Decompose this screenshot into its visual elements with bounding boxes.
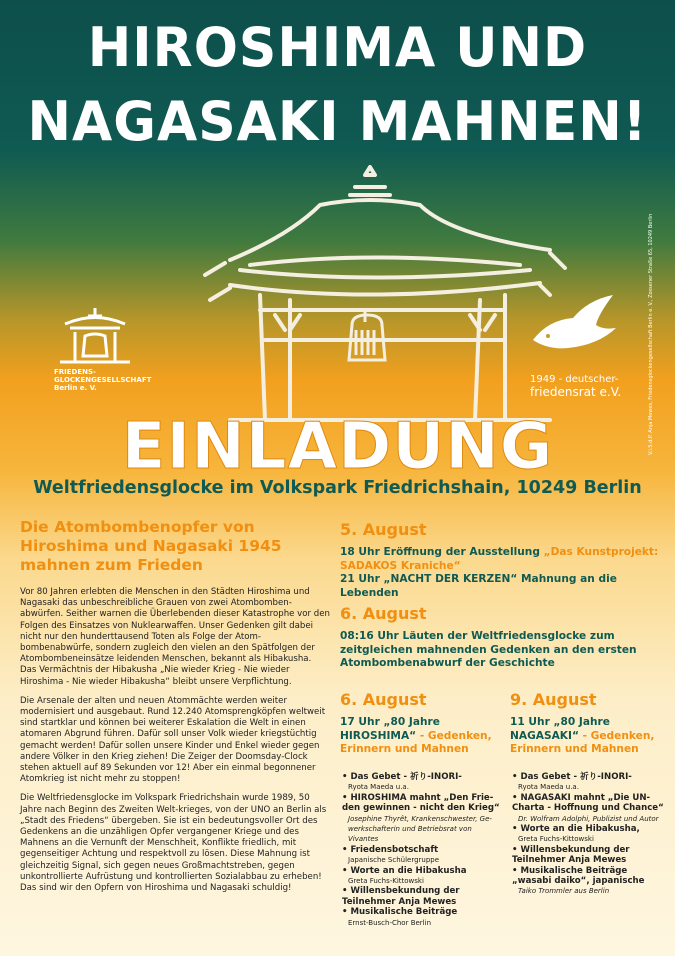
program-item — [512, 772, 667, 793]
aug6a-text: 08:16 Uhr Läuten der Weltfriedensglocke zum zeitgleichen mahnenden Gedenken an den ersten Atombombenabwurf der Geschichte — [340, 630, 637, 669]
program-item-speaker: Dr. Wolfram Adolphi, Publizist und Autor — [518, 814, 659, 823]
side-credit: V.i.S.d.P. Anja Mewes, Friedensglockengesellschaft Berlin e. V., Zossener Straße 65, 10249 Berlin — [648, 213, 654, 455]
program-item-performer: Greta Fuchs-Kittowski — [348, 877, 424, 886]
program-item-title: • Das Gebet - 祈り-INORI- — [342, 772, 462, 782]
aug6b-heading: 17 Uhr „80 Jahre HIROSHIMA“ - Gedenken, Erinnern und Mahnen — [340, 716, 492, 755]
program-item-title: • Musikalische Beiträge — [342, 907, 458, 918]
peace-council-name: 1949 - deutscher- friedensrat e.V. — [530, 374, 622, 399]
program-item-speaker: Taiko Trommler aus Berlin — [518, 887, 610, 896]
title-line-1: HIROSHIMA UND — [87, 16, 588, 80]
intro-paragraph-2: Die Arsenale der alten und neuen Atommächte werden weiter modernisiert und ausgebaut. Rund 12.240 Atomsprengköpfen weltweit sind startklar und können bei weiterer Eskalation die Welt in einen atomaren Abgrund führen. Dafür soll unser Volk wieder kriegstüchtig gemacht werden! Dafür sollen unsere Kinder und Enkel wieder gegen andere Völker in den Krieg ziehen! Die Zeiger der Doomsday-Clock stehen aktuell auf 89 Sekunden vor 12! Aber ein einmal begonnener Atomkrieg ist nicht mehr zu stoppen! — [20, 695, 326, 785]
program-item — [342, 907, 502, 928]
program-item-speaker: Josephine Thyrêt, Krankenschwester, Ge-werkschafterin und Betriebsrat von Vivantes — [348, 814, 492, 844]
peace-bell-society-logo-icon — [50, 296, 140, 366]
program-item — [342, 866, 502, 887]
program-item — [512, 824, 667, 845]
program-item-title: • Willensbekundung der Teilnehmer Anja Mewes — [512, 844, 630, 866]
program-item-title: • Friedensbotschaft — [342, 844, 439, 855]
aug9-program — [512, 772, 667, 897]
program-item — [512, 845, 667, 866]
aug5-text: 18 Uhr Eröffnung der Ausstellung „Das Kunstprojekt: SADAKOS Kraniche“ 21 Uhr „NACHT DER KERZEN“ Mahnung an die Lebenden — [340, 546, 659, 599]
program-item-title: • Musikalische Beiträge „wasabi daiko“, japanische — [512, 865, 645, 887]
intro-paragraph-1: Vor 80 Jahren erlebten die Menschen in den Städten Hiroshima und Nagasaki das unbeschreibliche Grauen von zwei Atombomben-abwürfen. Seither warnen die Überlebenden dieser Katastrophe vor den Folgen des Einsatzes von Nuklearwaffen. Unser Gedenken gilt dabei nicht nur den hunderttausend Toten als Folge der Atom-bombenabwürfe, sondern zugleich den vielen an den Spätfolgen der Atombombeneinsätze leidenden Menschen, bekannt als Hibakusha. Das Vermächtnis der Hibakusha „Nie wieder Krieg - Nie wieder Hiroshima - Nie wieder Hibakusha“ bleibt unsere Verpflichtung. — [20, 587, 330, 687]
aug5-date: 5. August — [340, 520, 427, 539]
program-item-performer: Greta Fuchs-Kittowski — [518, 835, 594, 844]
program-item — [512, 793, 667, 824]
program-item — [342, 845, 502, 866]
intro-column — [20, 518, 330, 902]
program-item-title: • HIROSHIMA mahnt „Den Frie-den gewinnen - nicht den Krieg“ — [342, 792, 500, 814]
invitation-heading: EINLADUNG — [121, 410, 554, 484]
aug6b-date: 6. August — [340, 690, 427, 709]
peace-bell-society-name: FRIEDENS- GLOCKENGESELLSCHAFT Berlin e. V. — [54, 368, 152, 392]
aug9-date: 9. August — [510, 690, 597, 709]
program-item-performer: Ryota Maeda u.a. — [518, 783, 579, 792]
program-item-title: • Worte an die Hibakusha — [342, 865, 467, 876]
program-item — [512, 866, 667, 897]
program-item — [342, 886, 502, 907]
intro-heading: Die Atombombenopfer von Hiroshima und Nagasaki 1945 mahnen zum Frieden — [20, 518, 282, 574]
program-item-title: • Willensbekundung der Teilnehmer Anja Mewes — [342, 886, 460, 907]
peace-dove-logo-icon — [528, 290, 618, 360]
title-line-2: NAGASAKI MAHNEN! — [27, 90, 648, 154]
aug6a-date: 6. August — [340, 604, 427, 623]
program-item-title: • Das Gebet - 祈り-INORI- — [512, 772, 632, 782]
venue: Weltfriedensglocke im Volkspark Friedrichshain, 10249 Berlin — [33, 478, 642, 498]
intro-paragraph-3: Die Weltfriedensglocke im Volkspark Friedrichshain wurde 1989, 50 Jahre nach Beginn des Zweiten Welt-krieges, von der UNO an Berlin als „Stadt des Friedens“ übergeben. Sie ist ein bedeutungsvoller Ort des Gedenkens an die unzähligen Opfer vergangener Kriege und des Mahnens an die Vernunft der Menschheit, Konflikte friedlich, mit gegenseitiger Achtung und respektvoll zu lösen. Diese Mahnung ist gleichzeitig Signal, sich gegen neues Großmachtstreben, gegen unkontrollierte Aufrüstung und kontrollierten Sozialabbau zu erheben! Das sind wir den Opfern von Hiroshima und Nagasaki schuldig! — [20, 793, 327, 894]
program-item-performer: Ryota Maeda u.a. — [348, 783, 409, 792]
aug6b-program — [342, 772, 502, 928]
program-item — [342, 793, 502, 845]
aug9-heading: 11 Uhr „80 Jahre NAGASAKI“ - Gedenken, Erinnern und Mahnen — [510, 716, 655, 755]
program-item — [342, 772, 502, 793]
program-item-performer: Ernst-Busch-Chor Berlin — [348, 918, 432, 927]
program-item-title: • Worte an die Hibakusha, — [512, 824, 640, 835]
program-item-title: • NAGASAKI mahnt „Die UN-Charta - Hoffnung und Chance“ — [512, 792, 664, 814]
program-item-performer: Japanische Schülergruppe — [348, 856, 440, 865]
peace-bell-pavilion-icon — [170, 165, 570, 430]
